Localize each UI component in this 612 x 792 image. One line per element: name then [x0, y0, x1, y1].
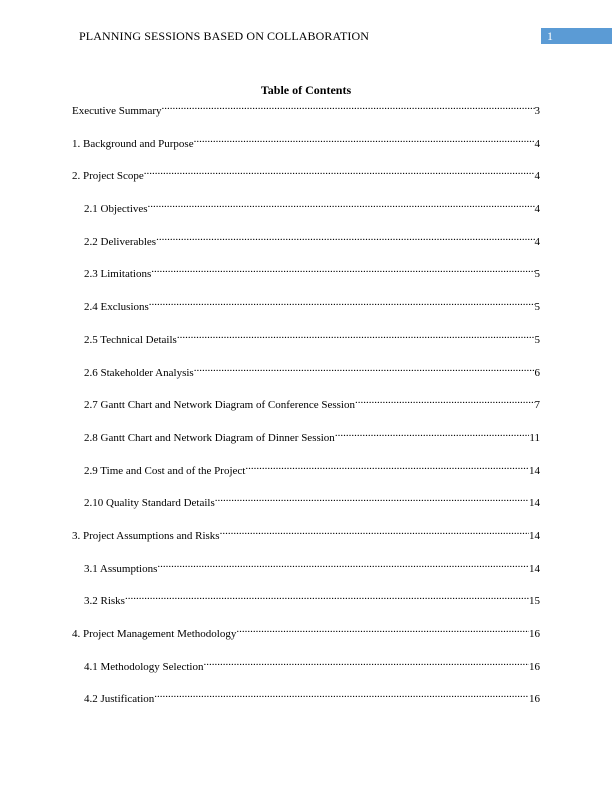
- toc-entry-page: 14: [529, 562, 540, 575]
- page-number: 1: [547, 29, 553, 43]
- toc-leader-dots: [215, 490, 529, 506]
- toc-entry-page: 5: [534, 268, 540, 281]
- toc-entry[interactable]: [72, 523, 540, 542]
- toc-leader-dots: [203, 654, 529, 670]
- toc-entry-page: 5: [534, 333, 540, 346]
- toc-entry-label: 2.6 Stakeholder Analysis: [84, 366, 194, 379]
- toc-entry[interactable]: [72, 490, 540, 510]
- toc-entry[interactable]: [72, 425, 540, 444]
- toc-entry[interactable]: [72, 458, 540, 477]
- toc-entry-label: 2.1 Objectives: [84, 203, 148, 216]
- toc-leader-dots: [148, 196, 535, 212]
- toc-entry[interactable]: [72, 131, 540, 150]
- toc-entry-page: 4: [534, 170, 540, 183]
- toc-leader-dots: [335, 425, 530, 441]
- toc-entry-label: Executive Summary: [72, 105, 162, 117]
- toc-leader-dots: [220, 523, 529, 539]
- toc-entry-page: 14: [529, 497, 540, 510]
- toc-leader-dots: [236, 621, 529, 637]
- page-header: [0, 27, 612, 45]
- toc-entry-label: 3. Project Assumptions and Risks: [72, 529, 220, 542]
- toc-entry[interactable]: [72, 163, 540, 183]
- toc-entry[interactable]: [72, 294, 540, 314]
- toc-leader-dots: [157, 556, 529, 572]
- toc-entry-page: 4: [534, 203, 540, 216]
- toc-heading: Table of Contents: [260, 83, 352, 97]
- toc-entry-label: 2.7 Gantt Chart and Network Diagram of Conference Session: [84, 399, 355, 412]
- toc-entry-page: 6: [534, 366, 540, 379]
- toc-entry-label: 3.2 Risks: [84, 595, 125, 608]
- toc-entry-page: 5: [534, 301, 540, 314]
- toc-entry-label: 2. Project Scope: [72, 170, 144, 183]
- toc-leader-dots: [144, 163, 535, 179]
- toc-entry[interactable]: [72, 261, 540, 281]
- toc-entry-label: 2.5 Technical Details: [84, 333, 177, 346]
- toc-entry[interactable]: [72, 392, 540, 412]
- toc-entry[interactable]: [72, 686, 540, 706]
- toc-entry-page: 4: [534, 137, 540, 150]
- toc-entry-label: 4. Project Management Methodology: [72, 628, 237, 640]
- toc-leader-dots: [245, 458, 529, 474]
- toc-entry[interactable]: [72, 556, 540, 575]
- toc-entry-label: 2.4 Exclusions: [84, 301, 149, 314]
- toc-entry[interactable]: [72, 588, 540, 608]
- toc-entry-page: 16: [529, 693, 540, 706]
- toc-entry[interactable]: [72, 621, 540, 640]
- toc-leader-dots: [149, 294, 535, 310]
- toc-entry[interactable]: [72, 229, 540, 248]
- toc-list: [72, 98, 540, 719]
- toc-entry-page: 14: [529, 529, 540, 542]
- toc-entry-page: 16: [529, 628, 540, 640]
- toc-entry[interactable]: [72, 654, 540, 673]
- toc-entry[interactable]: [72, 98, 540, 117]
- toc-entry-label: 2.9 Time and Cost and of the Project: [84, 464, 246, 477]
- toc-entry-label: 4.1 Methodology Selection: [84, 660, 204, 673]
- toc-entry[interactable]: [72, 196, 540, 216]
- toc-leader-dots: [162, 98, 535, 114]
- toc-entry-page: 7: [534, 399, 540, 412]
- toc-entry-label: 1. Background and Purpose: [72, 137, 194, 150]
- toc-leader-dots: [156, 229, 534, 245]
- toc-entry-label: 2.2 Deliverables: [84, 235, 157, 248]
- toc-entry-label: 4.2 Justification: [84, 693, 155, 706]
- toc-entry-label: 2.3 Limitations: [84, 268, 152, 281]
- toc-entry-page: 4: [534, 235, 540, 248]
- toc-leader-dots: [355, 392, 535, 408]
- page-number-badge: [541, 28, 612, 44]
- toc-leader-dots: [194, 360, 535, 376]
- running-head-title: PLANNING SESSIONS BASED ON COLLABORATION: [79, 29, 370, 43]
- toc-entry[interactable]: [72, 360, 540, 379]
- toc-entry-page: 16: [529, 660, 540, 673]
- toc-entry-label: 3.1 Assumptions: [84, 562, 158, 575]
- toc-entry-label: 2.8 Gantt Chart and Network Diagram of Dinner Session: [84, 431, 335, 444]
- toc-entry-page: 15: [529, 595, 540, 608]
- toc-entry[interactable]: [72, 327, 540, 346]
- toc-entry-page: 3: [534, 105, 540, 117]
- toc-leader-dots: [154, 686, 529, 702]
- toc-entry-page: 11: [529, 431, 540, 444]
- toc-entry-page: 14: [529, 464, 540, 477]
- toc-entry-label: 2.10 Quality Standard Details: [84, 497, 215, 510]
- toc-leader-dots: [194, 131, 535, 147]
- toc-leader-dots: [151, 261, 534, 277]
- toc-leader-dots: [125, 588, 529, 604]
- toc-leader-dots: [177, 327, 535, 343]
